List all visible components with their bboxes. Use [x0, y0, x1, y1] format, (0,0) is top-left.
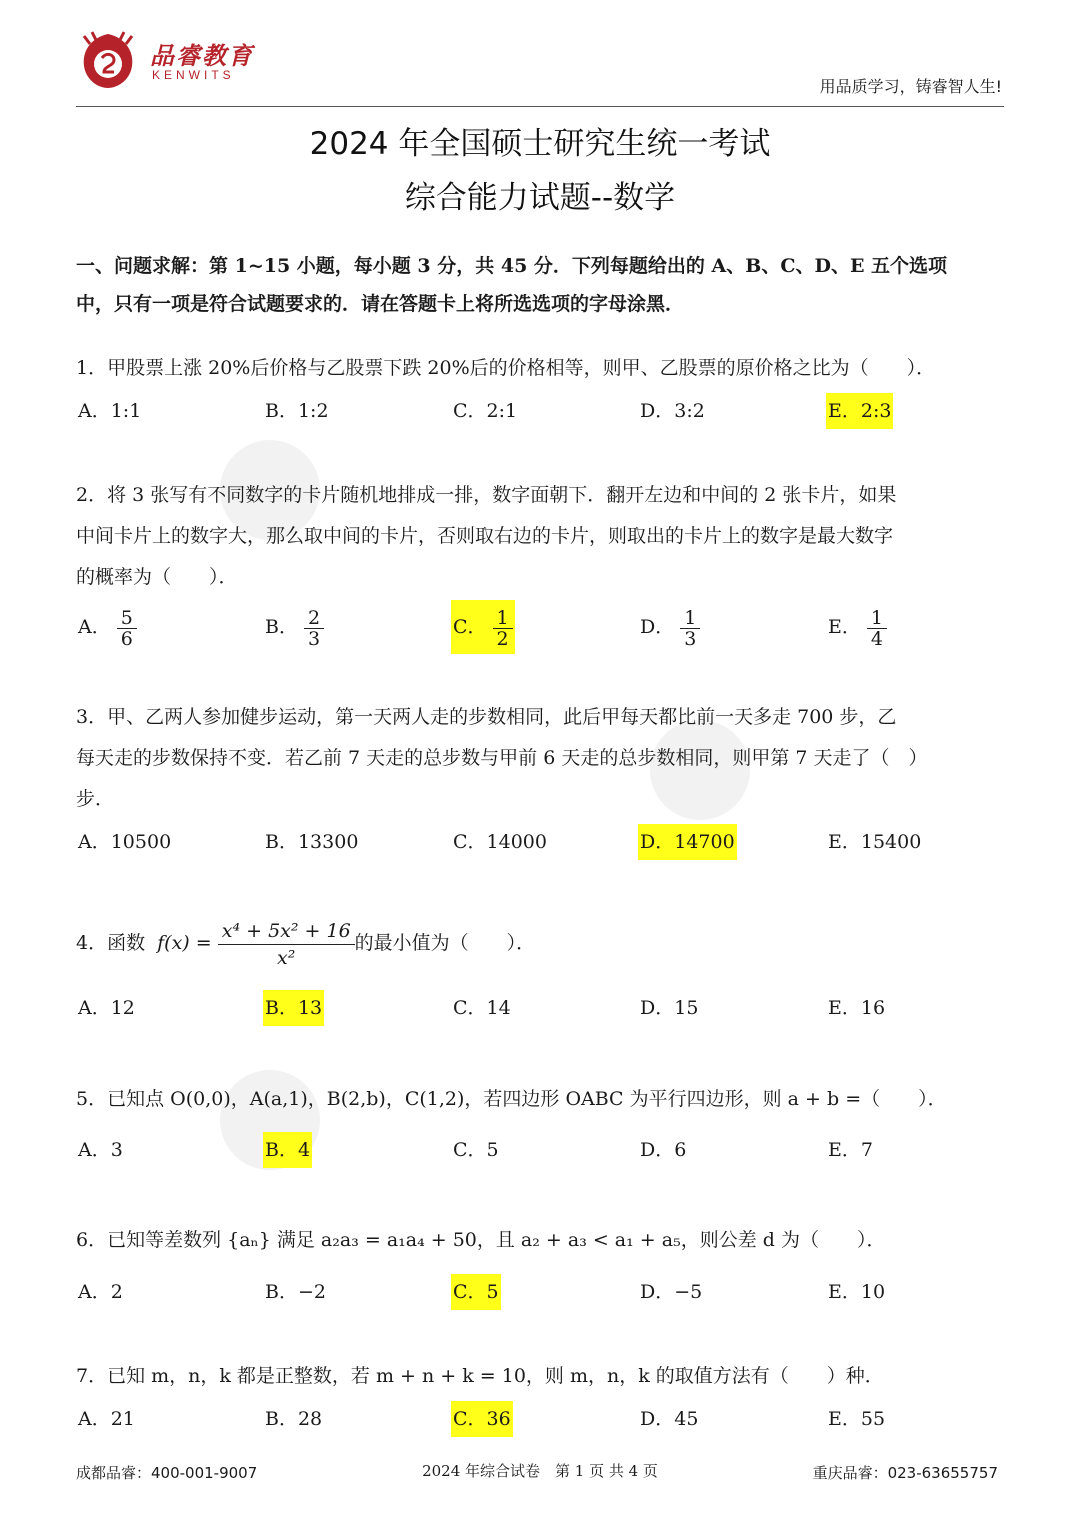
denominator: 6 [120, 627, 133, 650]
option-c[interactable]: C．14 [453, 997, 511, 1019]
denominator: 3 [684, 627, 697, 650]
footer-chongqing-contact: 重庆品睿：023-63655757 [812, 1464, 998, 1482]
question-5 [76, 1079, 1006, 1120]
exam-title: 2024 年全国硕士研究生统一考试 [309, 126, 771, 162]
option-c[interactable]: C．2:1 [453, 400, 518, 422]
option-e[interactable]: E．10 [828, 1281, 886, 1303]
option-e[interactable]: E．15400 [828, 831, 922, 853]
numerator: 1 [867, 608, 887, 629]
option-b-answer[interactable]: B．4 [263, 1132, 312, 1168]
fraction [867, 608, 887, 649]
numerator: 2 [304, 608, 324, 629]
options-q6 [76, 1274, 1006, 1310]
question-3 [76, 697, 1006, 820]
slogan: 用品质学习，铸睿智人生! [819, 77, 1002, 96]
logo-emblem-icon [76, 30, 140, 90]
function-fraction [218, 918, 355, 971]
option-a[interactable]: A．10500 [78, 831, 172, 853]
options-q1 [76, 393, 1006, 429]
option-label: A． [78, 616, 111, 638]
question-text: 每天走的步数保持不变．若乙前 7 天走的总步数与甲前 6 天走的总步数相同，则甲第 7 天走了（ ） [76, 747, 928, 769]
section-line: 一、问题求解：第 1~15 小题，每小题 3 分，共 45 分．下列每题给出的 A、B、C、D、E 五个选项 [76, 255, 948, 277]
option-d[interactable]: D．6 [640, 1139, 687, 1161]
question-text: 6．已知等差数列 {aₙ} 满足 a₂a₃ = a₁a₄ + 50，且 a₂ + a₃ < a₁ + a₅，则公差 d 为（ ）． [76, 1229, 886, 1251]
option-c-answer[interactable]: C．5 [451, 1274, 501, 1310]
option-b[interactable]: B．28 [265, 1408, 323, 1430]
header-divider [76, 106, 1004, 107]
option-a[interactable]: A．21 [78, 1408, 135, 1430]
option-d[interactable] [638, 600, 702, 654]
question-prefix: 4．函数 [76, 932, 146, 954]
option-d-answer[interactable]: D．14700 [638, 824, 737, 860]
option-b-answer[interactable]: B．13 [263, 990, 324, 1026]
option-label: C． [453, 616, 487, 638]
denominator: 2 [496, 627, 509, 650]
section-instructions [76, 247, 1006, 323]
option-e[interactable]: E．55 [828, 1408, 886, 1430]
function-label: f(x) = [157, 932, 212, 954]
numerator: x⁴ + 5x² + 16 [218, 918, 355, 945]
footer-chengdu-contact: 成都品睿：400-001-9007 [76, 1464, 258, 1482]
option-a[interactable] [76, 600, 139, 654]
options-q7 [76, 1401, 1006, 1437]
question-text: 7．已知 m，n，k 都是正整数，若 m + n + k = 10，则 m，n，k 的取值方法有（ ）种． [76, 1365, 884, 1387]
option-label: D． [640, 616, 675, 638]
question-7 [76, 1356, 1006, 1397]
option-d[interactable]: D．15 [640, 997, 699, 1019]
question-text: 2．将 3 张写有不同数字的卡片随机地排成一排，数字面朝下．翻开左边和中间的 2 张卡片，如果 [76, 484, 897, 506]
question-text: 的概率为（ ）． [76, 566, 238, 588]
option-e[interactable]: E．16 [828, 997, 886, 1019]
option-c-answer[interactable]: C．36 [451, 1401, 513, 1437]
option-b[interactable]: B．13300 [265, 831, 359, 853]
fraction [304, 608, 324, 649]
option-b[interactable] [263, 600, 326, 654]
denominator: 3 [307, 627, 321, 650]
exam-subtitle: 综合能力试题--数学 [404, 180, 676, 216]
option-b[interactable]: B．1:2 [265, 400, 329, 422]
brand-name-en: KENWITS [152, 68, 235, 82]
question-4 [76, 916, 1006, 971]
options-q2 [76, 600, 1006, 656]
numerator: 1 [680, 608, 700, 629]
footer-page-info: 2024 年综合试卷 第 1 页 共 4 页 [422, 1462, 658, 1480]
option-b[interactable]: B．−2 [265, 1281, 326, 1303]
numerator: 1 [493, 608, 513, 629]
option-c-answer[interactable] [451, 600, 515, 654]
fraction [680, 608, 700, 649]
logo [76, 30, 140, 90]
question-text: 中间卡片上的数字大，那么取中间的卡片，否则取右边的卡片，则取出的卡片上的数字是最大数字 [76, 525, 894, 547]
option-d[interactable]: D．−5 [640, 1281, 703, 1303]
denominator: x² [277, 946, 296, 969]
option-e[interactable]: E．7 [828, 1139, 873, 1161]
question-2 [76, 475, 1006, 598]
numerator: 5 [117, 608, 137, 629]
option-e[interactable] [826, 600, 889, 654]
question-6 [76, 1220, 1006, 1261]
question-text: 1．甲股票上涨 20%后价格与乙股票下跌 20%后的价格相等，则甲、乙股票的原价格之比为（ ）． [76, 357, 936, 379]
options-q3 [76, 824, 1006, 860]
option-e-answer[interactable]: E．2:3 [826, 393, 893, 429]
question-1 [76, 348, 1006, 389]
option-d[interactable]: D．3:2 [640, 400, 705, 422]
fraction [117, 608, 137, 649]
option-a[interactable]: A．2 [78, 1281, 123, 1303]
option-d[interactable]: D．45 [640, 1408, 699, 1430]
options-q4 [76, 990, 1006, 1026]
denominator: 4 [870, 627, 883, 650]
option-a[interactable]: A．3 [78, 1139, 123, 1161]
question-suffix: 的最小值为（ ）． [354, 932, 536, 954]
option-label: B． [265, 616, 298, 638]
question-text: 3．甲、乙两人参加健步运动，第一天两人走的步数相同，此后甲每天都比前一天多走 700 步，乙 [76, 706, 897, 728]
question-text: 步． [76, 788, 115, 810]
brand-name-cn: 品睿教育 [150, 41, 254, 70]
option-label: E． [828, 616, 861, 638]
question-text: 5．已知点 O(0,0)，A(a,1)，B(2,b)，C(1,2)，若四边形 OABC 为平行四边形，则 a + b =（ ）． [76, 1088, 947, 1110]
option-a[interactable]: A．12 [78, 997, 135, 1019]
option-c[interactable]: C．14000 [453, 831, 547, 853]
option-a[interactable]: A．1:1 [78, 400, 142, 422]
section-line: 中，只有一项是符合试题要求的．请在答题卡上将所选选项的字母涂黑． [76, 293, 685, 315]
fraction [493, 608, 513, 649]
options-q5 [76, 1132, 1006, 1168]
option-c[interactable]: C．5 [453, 1139, 499, 1161]
